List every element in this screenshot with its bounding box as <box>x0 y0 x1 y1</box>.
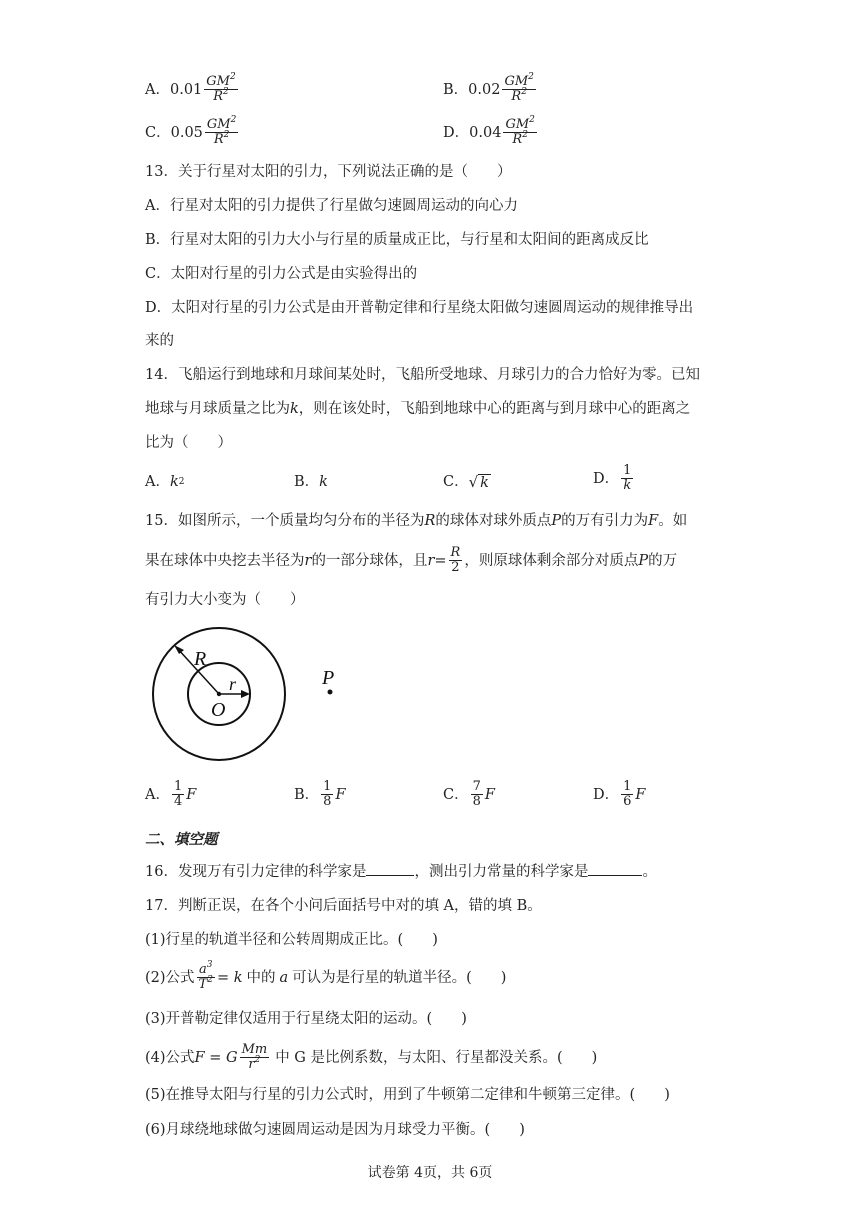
text: 中的 <box>246 969 276 986</box>
denominator: T <box>198 977 208 992</box>
text: (4)公式 <box>145 1049 195 1066</box>
q14-option-d <box>593 464 635 493</box>
numerator: R <box>450 545 461 560</box>
option-coef: 0.01 <box>169 81 203 98</box>
q17-item-4 <box>145 1043 597 1072</box>
exponent: 2 <box>528 72 534 82</box>
equation: r= <box>427 552 447 569</box>
text: (2)公式 <box>145 969 195 986</box>
unit: F <box>484 786 495 803</box>
numerator: GM <box>504 74 529 89</box>
option-label: D． <box>593 470 620 487</box>
q15-option-c <box>443 780 495 809</box>
q14-option-c <box>443 472 491 492</box>
q15-stem-line1 <box>145 511 687 531</box>
fraction <box>471 780 483 809</box>
denominator: 2 <box>451 560 460 575</box>
option-label: D． <box>443 124 470 141</box>
denominator: R <box>511 89 522 104</box>
option-coef: 0.05 <box>170 124 203 141</box>
variable: R <box>424 513 436 529</box>
q17-item-6: (6)月球绕地球做匀速圆周运动是因为月球受力平衡。( ) <box>145 1122 525 1138</box>
q13-option-c: C．太阳对行星的引力公式是由实验得出的 <box>145 266 418 282</box>
section-heading: 二、填空题 <box>145 831 218 848</box>
text: 的球体对球外质点 <box>435 513 552 529</box>
answer-blank[interactable] <box>588 861 642 876</box>
numerator: 1 <box>623 779 632 794</box>
fraction <box>503 115 536 147</box>
q13-stem: 13．关于行星对太阳的引力，下列说法正确的是（ ） <box>145 164 512 180</box>
q15-option-b <box>294 780 346 809</box>
q13-option-b: B．行星对太阳的引力大小与行星的质量成正比，与行星和太阳间的距离成反比 <box>145 232 649 248</box>
text: 16．发现万有引力定律的科学家是 <box>145 864 367 880</box>
fraction <box>172 780 184 809</box>
text: ，则在该处时，飞船到地球中心的距离与到月球中心的距离之 <box>298 401 691 417</box>
variable: r <box>304 552 312 569</box>
text: 的万 <box>648 552 678 569</box>
q17-stem: 17．判断正误，在各个小问后面括号中对的填 A，错的填 B。 <box>145 898 542 914</box>
option-label: B． <box>294 474 320 490</box>
option-label: A． <box>145 786 170 803</box>
radicand: k <box>480 475 489 491</box>
option-coef: 0.02 <box>468 81 501 98</box>
q15-stem-line3: 有引力大小变为（ ） <box>145 592 305 608</box>
denominator: R <box>213 89 224 104</box>
q12-option-c <box>145 115 240 147</box>
option-value: k <box>169 474 179 490</box>
q13-option-a: A．行星对太阳的引力提供了行星做匀速圆周运动的向心力 <box>145 198 518 214</box>
numerator: 1 <box>623 463 632 478</box>
text: 的一部分球体，且 <box>311 552 428 569</box>
denominator: R <box>512 132 523 147</box>
option-label: D． <box>593 786 620 803</box>
option-label: B． <box>443 81 469 98</box>
numerator: GM <box>206 74 230 89</box>
arrowhead-icon <box>241 690 250 698</box>
q17-item-3: (3)开普勒定律仅适用于行星绕太阳的运动。( ) <box>145 1011 467 1027</box>
option-label: B． <box>294 786 320 803</box>
option-label: C． <box>145 124 171 141</box>
exponent: 2 <box>521 87 527 97</box>
numerator: 7 <box>472 779 481 794</box>
point-P-dot <box>328 690 333 695</box>
q13-option-d-cont: 来的 <box>145 333 174 349</box>
q15-option-d <box>593 780 645 809</box>
exponent: 2 <box>230 115 237 125</box>
denominator: 8 <box>472 794 481 809</box>
label-P: P <box>322 667 335 689</box>
label-r: r <box>229 674 237 694</box>
text: ，则原球体剩余部分对质点 <box>464 552 639 569</box>
unit: F <box>635 786 646 803</box>
numerator: 1 <box>323 779 332 794</box>
option-value: k <box>319 474 328 490</box>
variable: P <box>638 552 649 569</box>
label-R: R <box>194 648 207 670</box>
exponent: 2 <box>254 1055 261 1065</box>
denominator: 4 <box>173 794 183 809</box>
q13-option-d: D．太阳对行星的引力公式是由开普勒定律和行星绕太阳做匀速圆周运动的规律推导出 <box>145 300 694 316</box>
exponent: 2 <box>229 72 236 82</box>
q14-option-b <box>294 472 328 492</box>
label-O: O <box>211 699 226 721</box>
denominator: 6 <box>623 794 632 809</box>
variable: F <box>648 513 659 529</box>
text: ，测出引力常量的科学家是 <box>414 864 589 880</box>
page-footer: 试卷第 4页，共 6页 <box>367 1165 493 1181</box>
numerator: a <box>199 962 207 977</box>
option-coef: 0.04 <box>469 124 502 141</box>
sqrt-icon: √ k <box>468 473 489 491</box>
unit: F <box>186 786 197 803</box>
q15-option-a <box>145 780 196 809</box>
exponent: 2 <box>223 87 229 97</box>
exponent: 2 <box>207 975 213 985</box>
text: 。如 <box>658 513 688 529</box>
fraction <box>502 72 535 104</box>
text: 可认为是行星的轨道半径。( ) <box>292 969 507 986</box>
numerator: GM <box>206 117 231 132</box>
option-label: A． <box>145 81 170 98</box>
variable: k <box>290 401 299 417</box>
unit: F <box>335 786 346 803</box>
fraction <box>205 115 238 147</box>
exponent: 3 <box>206 960 213 970</box>
fraction <box>621 464 633 493</box>
q12-option-d <box>443 115 539 147</box>
text: 的万有引力为 <box>561 513 649 529</box>
sphere-figure <box>148 624 368 774</box>
numerator: 1 <box>173 779 183 794</box>
option-label: A． <box>145 474 170 490</box>
fraction <box>321 780 333 809</box>
text: 中 G 是比例系数，与太阳、行星都没关系。( ) <box>275 1049 598 1066</box>
q14-stem-line3: 比为（ ） <box>145 435 232 451</box>
denominator: 8 <box>323 794 332 809</box>
q17-item-5: (5)在推导太阳与行星的引力公式时，用到了牛顿第二定律和牛顿第三定律。( ) <box>145 1087 670 1103</box>
fraction <box>204 72 237 104</box>
q12-option-b <box>443 72 538 104</box>
q16-stem <box>145 861 657 882</box>
q12-option-a <box>145 72 240 104</box>
exponent: 2 <box>223 130 230 140</box>
numerator: GM <box>505 117 530 132</box>
denominator: k <box>623 478 632 493</box>
answer-blank[interactable] <box>366 861 414 876</box>
fraction <box>449 546 463 575</box>
q17-item-1: (1)行星的轨道半径和公转周期成正比。( ) <box>145 932 438 948</box>
text: 。 <box>642 864 657 880</box>
text: 15．如图所示，一个质量均匀分布的半径为 <box>145 513 425 529</box>
exponent: 2 <box>522 130 528 140</box>
option-label: C． <box>443 474 469 490</box>
variable: a <box>279 969 289 986</box>
fraction <box>197 960 215 992</box>
arrowhead-icon <box>174 645 184 654</box>
fraction <box>240 1043 270 1072</box>
q14-stem-line1: 14．飞船运行到地球和月球间某处时，飞船所受地球、月球引力的合力恰好为零。已知 <box>145 367 700 383</box>
text: 地球与月球质量之比为 <box>145 401 290 417</box>
fraction <box>621 780 633 809</box>
q14-option-a: A． k 2 <box>145 474 185 490</box>
equation: F = G <box>194 1049 238 1066</box>
q17-item-2 <box>145 960 507 992</box>
text: 果在球体中央挖去半径为 <box>145 552 305 569</box>
exponent: 2 <box>529 115 535 125</box>
q14-stem-line2 <box>145 399 690 419</box>
variable: P <box>551 513 562 529</box>
denominator: R <box>213 132 224 147</box>
q15-stem-line2 <box>145 546 677 575</box>
option-label: C． <box>443 786 469 803</box>
equation: = k <box>216 969 243 986</box>
denominator: r <box>248 1057 255 1072</box>
numerator: Mm <box>241 1042 268 1057</box>
